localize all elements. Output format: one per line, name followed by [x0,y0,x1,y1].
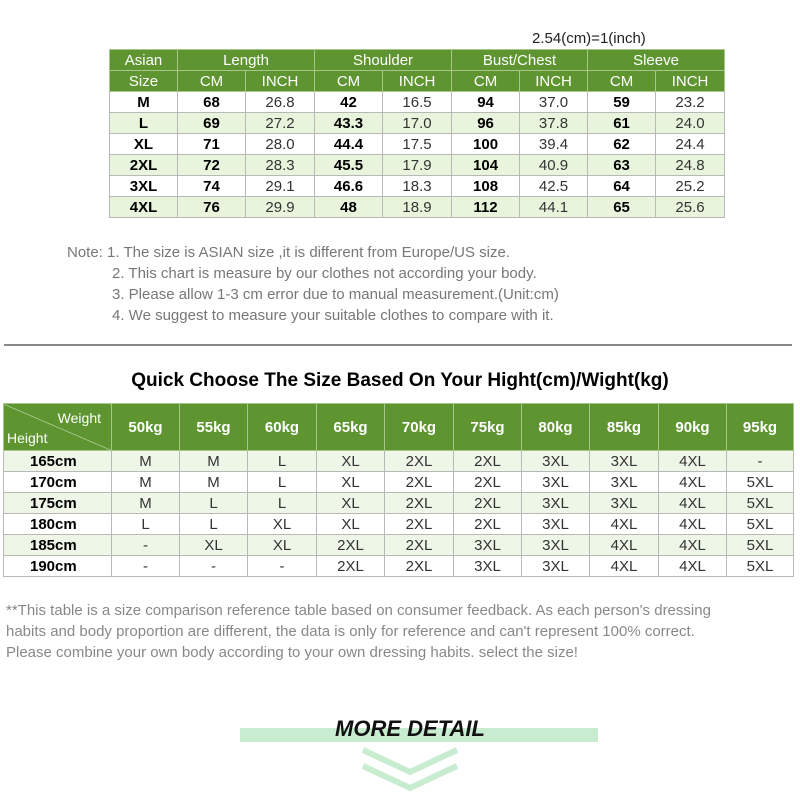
recommended-size-cell: L [248,451,317,472]
size-value-cell: 18.9 [383,197,452,218]
recommended-size-cell: 4XL [659,535,727,556]
recommended-size-cell: 3XL [590,493,659,514]
size-value-cell: 72 [178,155,246,176]
feedback-line: habits and body proportion are different, the data is only for reference and can't represent 100% correct. [6,623,695,640]
header-asian: Asian [110,50,178,71]
more-detail-banner [240,716,600,796]
size-value-cell: 59 [588,92,656,113]
weight-header: 65kg [317,404,385,451]
size-label-cell: L [110,113,178,134]
recommended-size-cell: 2XL [317,535,385,556]
recommended-size-cell: 3XL [522,514,590,535]
recommended-size-cell: - [180,556,248,577]
size-row [110,197,725,218]
note-line [67,242,559,263]
recommended-size-cell: 5XL [727,493,794,514]
recommended-size-cell: M [112,451,180,472]
height-cell: 180cm [4,514,112,535]
recommended-size-cell: 2XL [385,535,454,556]
size-value-cell: 16.5 [383,92,452,113]
size-value-cell: 18.3 [383,176,452,197]
corner-weight-label: Weight [57,410,101,426]
header-shoulder: Shoulder [315,50,452,71]
recommended-size-cell: 2XL [454,514,522,535]
size-row [110,176,725,197]
size-value-cell: 29.9 [246,197,315,218]
recommended-size-cell: 5XL [727,514,794,535]
recommended-size-cell: XL [180,535,248,556]
notes [67,242,559,326]
quick-row [4,472,794,493]
recommended-size-cell: 3XL [522,493,590,514]
size-value-cell: 25.2 [656,176,725,197]
height-cell: 190cm [4,556,112,577]
size-row [110,92,725,113]
size-value-cell: 48 [315,197,383,218]
size-value-cell: 17.9 [383,155,452,176]
size-value-cell: 76 [178,197,246,218]
recommended-size-cell: XL [317,451,385,472]
recommended-size-cell: 4XL [590,514,659,535]
recommended-size-cell: M [180,451,248,472]
weight-header: 70kg [385,404,454,451]
note-prefix: Note: [67,244,103,261]
recommended-size-cell: 3XL [454,556,522,577]
recommended-size-cell: 3XL [522,535,590,556]
size-row [110,113,725,134]
size-value-cell: 69 [178,113,246,134]
size-value-cell: 37.8 [520,113,588,134]
recommended-size-cell: - [727,451,794,472]
more-detail-label: MORE DETAIL [335,716,485,741]
recommended-size-cell: 4XL [659,514,727,535]
size-value-cell: 39.4 [520,134,588,155]
size-value-cell: 29.1 [246,176,315,197]
size-value-cell: 17.5 [383,134,452,155]
feedback-line: Please combine your own body according to your own dressing habits. select the size! [6,644,578,661]
height-cell: 185cm [4,535,112,556]
recommended-size-cell: - [248,556,317,577]
recommended-size-cell: 4XL [659,472,727,493]
unit-cell: INCH [520,71,588,92]
size-value-cell: 94 [452,92,520,113]
quick-row [4,493,794,514]
size-value-cell: 42 [315,92,383,113]
size-value-cell: 17.0 [383,113,452,134]
recommended-size-cell: 2XL [454,472,522,493]
unit-cell: CM [315,71,383,92]
recommended-size-cell: M [180,472,248,493]
note-line: 3. Please allow 1-3 cm error due to manual measurement.(Unit:cm) [112,286,559,303]
note-line: 2. This chart is measure by our clothes not according your body. [112,265,537,282]
weight-header: 60kg [248,404,317,451]
size-row [110,155,725,176]
unit-cell: INCH [383,71,452,92]
size-label-cell: XL [110,134,178,155]
recommended-size-cell: 4XL [590,556,659,577]
size-unit-row [110,71,725,92]
size-value-cell: 108 [452,176,520,197]
weight-header: 90kg [659,404,727,451]
size-value-cell: 65 [588,197,656,218]
size-value-cell: 100 [452,134,520,155]
recommended-size-cell: 3XL [590,472,659,493]
weight-header: 80kg [522,404,590,451]
recommended-size-cell: L [180,514,248,535]
quick-choose-title: Quick Choose The Size Based On Your Hight(cm)/Wight(kg) [131,370,669,391]
size-value-cell: 112 [452,197,520,218]
recommended-size-cell: 2XL [454,493,522,514]
unit-cell: CM [588,71,656,92]
recommended-size-cell: 3XL [590,451,659,472]
quick-size-table [3,403,794,577]
size-label-cell: M [110,92,178,113]
size-table-body [110,92,725,218]
header-length: Length [178,50,315,71]
note-text: 1. The size is ASIAN size ,it is different from Europe/US size. [107,244,510,261]
size-value-cell: 40.9 [520,155,588,176]
quick-table-body [4,451,794,577]
recommended-size-cell: 2XL [385,556,454,577]
header-sleeve: Sleeve [588,50,725,71]
recommended-size-cell: 2XL [385,514,454,535]
recommended-size-cell: M [112,493,180,514]
quick-row [4,514,794,535]
weight-header: 55kg [180,404,248,451]
recommended-size-cell: 2XL [385,493,454,514]
recommended-size-cell: L [180,493,248,514]
recommended-size-cell: XL [317,514,385,535]
size-label-cell: 2XL [110,155,178,176]
recommended-size-cell: M [112,472,180,493]
header-bust-chest: Bust/Chest [452,50,588,71]
section-divider [4,344,792,346]
size-value-cell: 25.6 [656,197,725,218]
weight-header: 85kg [590,404,659,451]
size-header-row [110,50,725,71]
size-value-cell: 64 [588,176,656,197]
size-value-cell: 24.8 [656,155,725,176]
recommended-size-cell: 4XL [659,556,727,577]
recommended-size-cell: 2XL [317,556,385,577]
quick-row [4,535,794,556]
recommended-size-cell: 5XL [727,556,794,577]
size-value-cell: 28.0 [246,134,315,155]
recommended-size-cell: XL [317,472,385,493]
size-value-cell: 37.0 [520,92,588,113]
recommended-size-cell: 4XL [659,493,727,514]
size-value-cell: 74 [178,176,246,197]
size-label-cell: 4XL [110,197,178,218]
size-value-cell: 63 [588,155,656,176]
size-label-cell: 3XL [110,176,178,197]
unit-cell: CM [178,71,246,92]
quick-row [4,451,794,472]
recommended-size-cell: L [112,514,180,535]
recommended-size-cell: L [248,472,317,493]
size-value-cell: 44.1 [520,197,588,218]
size-value-cell: 96 [452,113,520,134]
size-value-cell: 28.3 [246,155,315,176]
feedback-line: **This table is a size comparison reference table based on consumer feedback. As each person's dressing [6,602,711,619]
size-value-cell: 23.2 [656,92,725,113]
height-cell: 175cm [4,493,112,514]
recommended-size-cell: L [248,493,317,514]
weight-header: 50kg [112,404,180,451]
unit-conversion: 2.54(cm)=1(inch) [532,30,646,47]
height-cell: 170cm [4,472,112,493]
size-value-cell: 61 [588,113,656,134]
recommended-size-cell: 3XL [522,556,590,577]
size-value-cell: 62 [588,134,656,155]
height-cell: 165cm [4,451,112,472]
recommended-size-cell: 4XL [659,451,727,472]
size-value-cell: 45.5 [315,155,383,176]
recommended-size-cell: - [112,556,180,577]
unit-cell: CM [452,71,520,92]
size-table [109,49,725,218]
note-line: 4. We suggest to measure your suitable clothes to compare with it. [112,307,554,324]
weight-header: 75kg [454,404,522,451]
recommended-size-cell: XL [248,514,317,535]
recommended-size-cell: XL [317,493,385,514]
weight-height-corner [4,404,112,451]
recommended-size-cell: - [112,535,180,556]
size-value-cell: 71 [178,134,246,155]
weight-header: 95kg [727,404,794,451]
feedback-note [6,600,796,663]
unit-cell: INCH [246,71,315,92]
size-value-cell: 43.3 [315,113,383,134]
recommended-size-cell: 2XL [454,451,522,472]
corner-height-label: Height [7,430,48,446]
size-row [110,134,725,155]
size-value-cell: 68 [178,92,246,113]
recommended-size-cell: 2XL [385,451,454,472]
size-value-cell: 27.2 [246,113,315,134]
header-size: Size [110,71,178,92]
recommended-size-cell: 4XL [590,535,659,556]
unit-cell: INCH [656,71,725,92]
size-value-cell: 44.4 [315,134,383,155]
size-value-cell: 26.8 [246,92,315,113]
recommended-size-cell: 5XL [727,472,794,493]
quick-header-row [4,404,794,451]
recommended-size-cell: 5XL [727,535,794,556]
size-value-cell: 104 [452,155,520,176]
size-value-cell: 42.5 [520,176,588,197]
recommended-size-cell: 2XL [385,472,454,493]
size-value-cell: 24.0 [656,113,725,134]
recommended-size-cell: 3XL [454,535,522,556]
recommended-size-cell: 3XL [522,451,590,472]
size-value-cell: 46.6 [315,176,383,197]
quick-row [4,556,794,577]
recommended-size-cell: 3XL [522,472,590,493]
size-value-cell: 24.4 [656,134,725,155]
recommended-size-cell: XL [248,535,317,556]
double-chevron-down-icon [355,744,465,794]
